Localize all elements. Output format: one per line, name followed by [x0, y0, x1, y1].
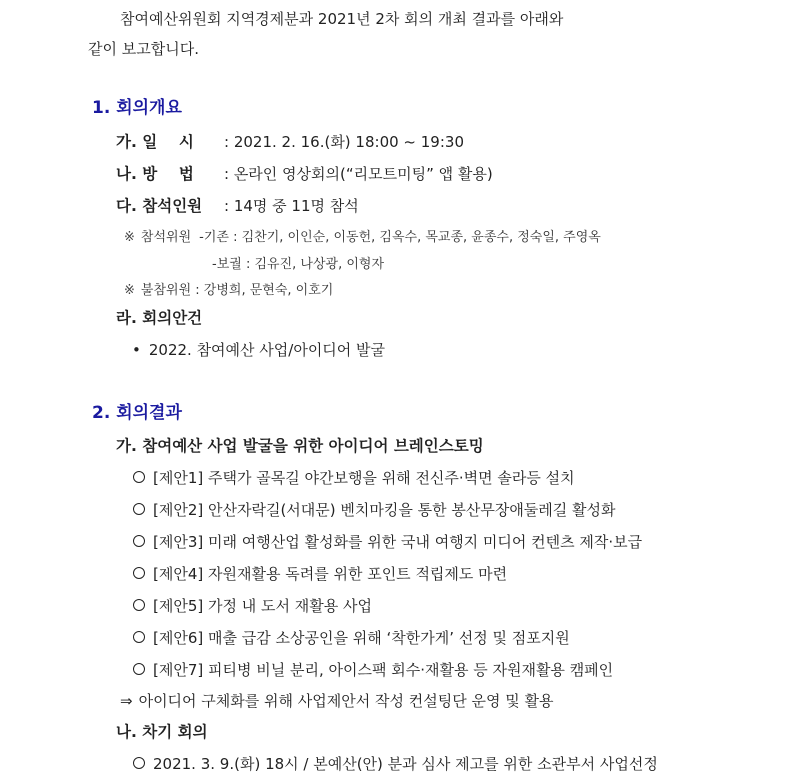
overview-item-method: [116, 164, 493, 184]
proposal-item: [133, 468, 575, 488]
absentees: [124, 281, 333, 301]
proposal-item: [133, 500, 616, 520]
intro-line-2: 같이 보고합니다.: [88, 40, 199, 58]
reference-mark-icon: ※: [124, 230, 135, 245]
overview-item-attendance: [116, 196, 359, 216]
brainstorm-conclusion: [120, 691, 553, 711]
item-label: 다. 참석인원: [116, 197, 203, 215]
item-value: : 온라인 영상회의(“리모트미팅” 앱 활용): [224, 165, 493, 183]
absentees-list: 불참위원 : 강병희, 문현숙, 이호기: [140, 283, 334, 298]
proposal-text: [제안5] 가정 내 도서 재활용 사업: [153, 597, 372, 615]
proposal-text: [제안6] 매출 급감 소상공인을 위해 ‘착한가게’ 선정 및 점포지원: [153, 629, 570, 647]
next-meeting-item: [133, 754, 658, 774]
circle-bullet-icon: [133, 471, 145, 483]
circle-bullet-icon: [133, 631, 145, 643]
agenda-item-text: 2022. 참여예산 사업/아이디어 발굴: [148, 341, 386, 359]
next-meeting-text: 2021. 3. 9.(화) 18시 / 본예산(안) 분과 심사 제고를 위한 소관부서 사업선정: [153, 755, 658, 773]
attendees-existing-list: -기존 : 김찬기, 이인순, 이동헌, 김옥수, 목교종, 윤종수, 정숙일, 주영옥: [199, 230, 601, 245]
attendees-label: 참석위원: [140, 230, 192, 245]
proposal-text: [제안1] 주택가 골목길 야간보행을 위해 전신주·벽면 솔라등 설치: [153, 469, 575, 487]
item-label: 나. 방 법: [116, 165, 194, 183]
proposal-text: [제안3] 미래 여행산업 활성화를 위한 국내 여행지 미디어 컨텐츠 제작·보급: [153, 533, 643, 551]
section-2-title: 2. 회의결과: [92, 403, 182, 423]
circle-bullet-icon: [133, 535, 145, 547]
section-1-title: 1. 회의개요: [92, 98, 182, 118]
proposal-item: [133, 660, 613, 680]
attendees-supplement: -보궐 : 김유진, 나상광, 이형자: [212, 257, 385, 272]
item-value: : 14명 중 11명 참석: [224, 197, 359, 215]
circle-bullet-icon: [133, 757, 145, 769]
brainstorm-label: 가. 참여예산 사업 발굴을 위한 아이디어 브레인스토밍: [116, 437, 484, 455]
attendees-existing: [124, 228, 601, 248]
bullet-icon: •: [132, 341, 141, 359]
circle-bullet-icon: [133, 663, 145, 675]
proposal-text: [제안4] 자원재활용 독려를 위한 포인트 적립제도 마련: [153, 565, 508, 583]
circle-bullet-icon: [133, 503, 145, 515]
circle-bullet-icon: [133, 599, 145, 611]
proposal-item: [133, 628, 570, 648]
reference-mark-icon: ※: [124, 283, 135, 298]
item-value: : 2021. 2. 16.(화) 18:00 ~ 19:30: [224, 133, 464, 151]
intro-line-1: 참여예산위원회 지역경제분과 2021년 2차 회의 개최 결과를 아래와: [120, 10, 564, 28]
proposal-item: [133, 532, 642, 552]
circle-bullet-icon: [133, 567, 145, 579]
agenda-label: 라. 회의안건: [116, 309, 203, 327]
agenda-item: [132, 340, 385, 360]
implies-arrow-icon: ⇒: [120, 692, 133, 710]
proposal-item: [133, 596, 372, 616]
next-meeting-label: 나. 차기 회의: [116, 723, 208, 741]
proposal-text: [제안7] 피티병 비닐 분리, 아이스팩 회수·재활용 등 자원재활용 캠페인: [153, 661, 614, 679]
overview-item-datetime: [116, 132, 464, 152]
item-label: 가. 일 시: [116, 133, 194, 151]
conclusion-text: 아이디어 구체화를 위해 사업제안서 작성 컨설팅단 운영 및 활용: [138, 692, 554, 710]
proposal-item: [133, 564, 507, 584]
proposal-text: [제안2] 안산자락길(서대문) 벤치마킹을 통한 봉산무장애둘레길 활성화: [153, 501, 616, 519]
